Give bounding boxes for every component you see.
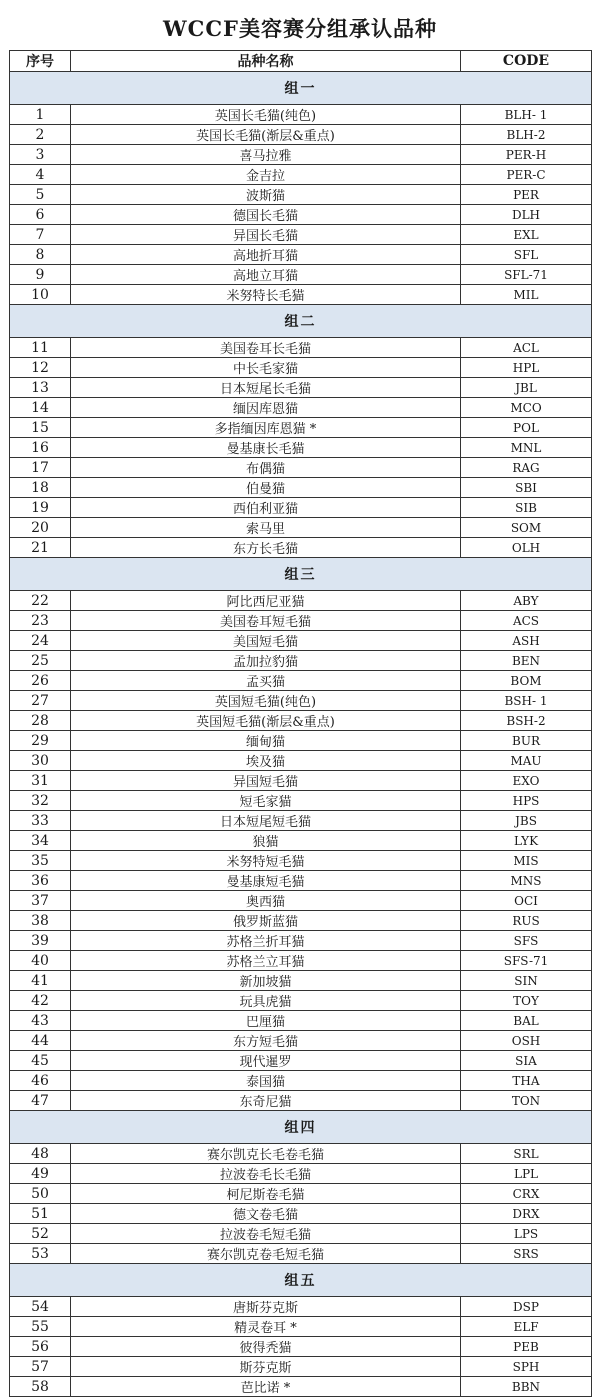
breed-code: MIL xyxy=(461,285,592,305)
group-header-row xyxy=(10,72,592,105)
row-number: 35 xyxy=(10,851,71,871)
table-row xyxy=(10,285,592,305)
row-number: 31 xyxy=(10,771,71,791)
breed-code: HPL xyxy=(461,358,592,378)
table-row xyxy=(10,1091,592,1111)
row-number: 49 xyxy=(10,1164,71,1184)
breed-name: 日本短尾短毛猫 xyxy=(71,811,461,831)
breed-code: ELF xyxy=(461,1317,592,1337)
row-number: 42 xyxy=(10,991,71,1011)
breed-name: 波斯猫 xyxy=(71,185,461,205)
breed-name: 中长毛家猫 xyxy=(71,358,461,378)
row-number: 12 xyxy=(10,358,71,378)
breed-name: 英国短毛猫(纯色) xyxy=(71,691,461,711)
row-number: 48 xyxy=(10,1144,71,1164)
breed-code: TOY xyxy=(461,991,592,1011)
breed-code: SPH xyxy=(461,1357,592,1377)
row-number: 1 xyxy=(10,105,71,125)
breed-code: PER xyxy=(461,185,592,205)
breed-name: 布偶猫 xyxy=(71,458,461,478)
breed-name: 英国短毛猫(渐层&重点) xyxy=(71,711,461,731)
group-header-row xyxy=(10,558,592,591)
table-header-row xyxy=(10,51,592,72)
row-number: 17 xyxy=(10,458,71,478)
row-number: 11 xyxy=(10,338,71,358)
table-row xyxy=(10,731,592,751)
breed-code: SFS xyxy=(461,931,592,951)
row-number: 30 xyxy=(10,751,71,771)
breed-code: EXL xyxy=(461,225,592,245)
breed-name: 美国卷耳短毛猫 xyxy=(71,611,461,631)
breed-code: MNL xyxy=(461,438,592,458)
breed-code: BSH-2 xyxy=(461,711,592,731)
table-row xyxy=(10,1031,592,1051)
breed-code: BLH-2 xyxy=(461,125,592,145)
table-row xyxy=(10,791,592,811)
table-row xyxy=(10,771,592,791)
row-number: 13 xyxy=(10,378,71,398)
breed-table xyxy=(9,50,592,1397)
breed-name: 美国卷耳长毛猫 xyxy=(71,338,461,358)
table-row xyxy=(10,165,592,185)
row-number: 39 xyxy=(10,931,71,951)
table-row xyxy=(10,991,592,1011)
table-row xyxy=(10,1184,592,1204)
table-row xyxy=(10,1317,592,1337)
row-number: 3 xyxy=(10,145,71,165)
row-number: 54 xyxy=(10,1297,71,1317)
breed-name: 德文卷毛猫 xyxy=(71,1204,461,1224)
row-number: 19 xyxy=(10,498,71,518)
breed-name: 缅甸猫 xyxy=(71,731,461,751)
row-number: 4 xyxy=(10,165,71,185)
breed-name: 巴厘猫 xyxy=(71,1011,461,1031)
row-number: 22 xyxy=(10,591,71,611)
breed-name: 伯曼猫 xyxy=(71,478,461,498)
table-row xyxy=(10,1144,592,1164)
table-row xyxy=(10,145,592,165)
row-number: 36 xyxy=(10,871,71,891)
breed-name: 金吉拉 xyxy=(71,165,461,185)
breed-code: BEN xyxy=(461,651,592,671)
table-row xyxy=(10,245,592,265)
row-number: 32 xyxy=(10,791,71,811)
breed-code: EXO xyxy=(461,771,592,791)
breed-name: 孟买猫 xyxy=(71,671,461,691)
row-number: 51 xyxy=(10,1204,71,1224)
breed-code: SOM xyxy=(461,518,592,538)
table-row xyxy=(10,205,592,225)
breed-name: 多指缅因库恩猫 * xyxy=(71,418,461,438)
breed-name: 赛尔凯克卷毛短毛猫 xyxy=(71,1244,461,1264)
breed-name: 埃及猫 xyxy=(71,751,461,771)
breed-code: OSH xyxy=(461,1031,592,1051)
group-label: 组二 xyxy=(10,305,592,338)
breed-code: ASH xyxy=(461,631,592,651)
breed-code: ACL xyxy=(461,338,592,358)
row-number: 14 xyxy=(10,398,71,418)
breed-name: 高地立耳猫 xyxy=(71,265,461,285)
row-number: 33 xyxy=(10,811,71,831)
row-number: 38 xyxy=(10,911,71,931)
breed-code: LPL xyxy=(461,1164,592,1184)
table-row xyxy=(10,1164,592,1184)
table-row xyxy=(10,631,592,651)
breed-name: 赛尔凯克长毛卷毛猫 xyxy=(71,1144,461,1164)
breed-name: 德国长毛猫 xyxy=(71,205,461,225)
breed-code: SFL-71 xyxy=(461,265,592,285)
table-row xyxy=(10,1204,592,1224)
table-row xyxy=(10,871,592,891)
row-number: 21 xyxy=(10,538,71,558)
group-label: 组四 xyxy=(10,1111,592,1144)
row-number: 25 xyxy=(10,651,71,671)
table-row xyxy=(10,811,592,831)
breed-code: DSP xyxy=(461,1297,592,1317)
row-number: 41 xyxy=(10,971,71,991)
breed-name: 精灵卷耳 * xyxy=(71,1317,461,1337)
breed-name: 唐斯芬克斯 xyxy=(71,1297,461,1317)
breed-name: 英国长毛猫(渐层&重点) xyxy=(71,125,461,145)
row-number: 23 xyxy=(10,611,71,631)
breed-code: HPS xyxy=(461,791,592,811)
table-row xyxy=(10,438,592,458)
table-row xyxy=(10,1244,592,1264)
breed-name: 西伯利亚猫 xyxy=(71,498,461,518)
breed-name: 东方短毛猫 xyxy=(71,1031,461,1051)
table-row xyxy=(10,1224,592,1244)
breed-name: 东奇尼猫 xyxy=(71,1091,461,1111)
table-row xyxy=(10,378,592,398)
breed-code: PER-C xyxy=(461,165,592,185)
table-row xyxy=(10,265,592,285)
row-number: 10 xyxy=(10,285,71,305)
breed-code: BBN xyxy=(461,1377,592,1397)
row-number: 20 xyxy=(10,518,71,538)
breed-name: 日本短尾长毛猫 xyxy=(71,378,461,398)
row-number: 24 xyxy=(10,631,71,651)
breed-name: 东方长毛猫 xyxy=(71,538,461,558)
row-number: 6 xyxy=(10,205,71,225)
breed-code: BAL xyxy=(461,1011,592,1031)
breed-name: 新加坡猫 xyxy=(71,971,461,991)
row-number: 52 xyxy=(10,1224,71,1244)
breed-code: THA xyxy=(461,1071,592,1091)
row-number: 16 xyxy=(10,438,71,458)
breed-name: 异国长毛猫 xyxy=(71,225,461,245)
table-row xyxy=(10,891,592,911)
breed-code: ACS xyxy=(461,611,592,631)
breed-code: CRX xyxy=(461,1184,592,1204)
breed-name: 奥西猫 xyxy=(71,891,461,911)
row-number: 34 xyxy=(10,831,71,851)
breed-code: MAU xyxy=(461,751,592,771)
breed-code: OCI xyxy=(461,891,592,911)
breed-code: POL xyxy=(461,418,592,438)
breed-code: LYK xyxy=(461,831,592,851)
row-number: 57 xyxy=(10,1357,71,1377)
table-row xyxy=(10,851,592,871)
group-header-row xyxy=(10,1264,592,1297)
breed-name: 拉波卷毛长毛猫 xyxy=(71,1164,461,1184)
breed-name: 玩具虎猫 xyxy=(71,991,461,1011)
breed-name: 索马里 xyxy=(71,518,461,538)
breed-code: TON xyxy=(461,1091,592,1111)
table-row xyxy=(10,478,592,498)
breed-name: 俄罗斯蓝猫 xyxy=(71,911,461,931)
table-row xyxy=(10,931,592,951)
breed-name: 短毛家猫 xyxy=(71,791,461,811)
breed-name: 喜马拉雅 xyxy=(71,145,461,165)
breed-code: SFL xyxy=(461,245,592,265)
breed-name: 柯尼斯卷毛猫 xyxy=(71,1184,461,1204)
group-header-row xyxy=(10,1111,592,1144)
breed-name: 芭比诺 * xyxy=(71,1377,461,1397)
breed-code: JBL xyxy=(461,378,592,398)
table-row xyxy=(10,458,592,478)
row-number: 58 xyxy=(10,1377,71,1397)
breed-name: 曼基康长毛猫 xyxy=(71,438,461,458)
breed-name: 米努特短毛猫 xyxy=(71,851,461,871)
table-row xyxy=(10,711,592,731)
table-body xyxy=(10,72,592,1397)
row-number: 45 xyxy=(10,1051,71,1071)
row-number: 7 xyxy=(10,225,71,245)
row-number: 53 xyxy=(10,1244,71,1264)
table-row xyxy=(10,518,592,538)
breed-code: SIA xyxy=(461,1051,592,1071)
table-row xyxy=(10,225,592,245)
table-row xyxy=(10,1051,592,1071)
row-number: 26 xyxy=(10,671,71,691)
breed-name: 高地折耳猫 xyxy=(71,245,461,265)
row-number: 18 xyxy=(10,478,71,498)
table-row xyxy=(10,591,592,611)
table-row xyxy=(10,1071,592,1091)
row-number: 9 xyxy=(10,265,71,285)
row-number: 37 xyxy=(10,891,71,911)
breed-code: SIN xyxy=(461,971,592,991)
header-no: 序号 xyxy=(10,51,71,72)
breed-code: PER-H xyxy=(461,145,592,165)
breed-code: PEB xyxy=(461,1337,592,1357)
row-number: 15 xyxy=(10,418,71,438)
table-row xyxy=(10,831,592,851)
breed-name: 苏格兰折耳猫 xyxy=(71,931,461,951)
breed-table-sheet xyxy=(9,8,591,1397)
table-row xyxy=(10,1377,592,1397)
table-row xyxy=(10,971,592,991)
row-number: 29 xyxy=(10,731,71,751)
breed-name: 孟加拉豹猫 xyxy=(71,651,461,671)
breed-name: 斯芬克斯 xyxy=(71,1357,461,1377)
table-row xyxy=(10,611,592,631)
breed-code: BOM xyxy=(461,671,592,691)
breed-code: ABY xyxy=(461,591,592,611)
breed-code: MNS xyxy=(461,871,592,891)
header-name: 品种名称 xyxy=(71,51,461,72)
breed-name: 异国短毛猫 xyxy=(71,771,461,791)
breed-code: BUR xyxy=(461,731,592,751)
table-row xyxy=(10,651,592,671)
table-row xyxy=(10,398,592,418)
group-label: 组一 xyxy=(10,72,592,105)
table-row xyxy=(10,498,592,518)
breed-name: 曼基康短毛猫 xyxy=(71,871,461,891)
header-code: CODE xyxy=(461,51,592,72)
breed-code: MIS xyxy=(461,851,592,871)
table-row xyxy=(10,538,592,558)
breed-code: SRL xyxy=(461,1144,592,1164)
breed-name: 拉波卷毛短毛猫 xyxy=(71,1224,461,1244)
breed-name: 美国短毛猫 xyxy=(71,631,461,651)
group-header-row xyxy=(10,305,592,338)
breed-name: 缅因库恩猫 xyxy=(71,398,461,418)
breed-code: JBS xyxy=(461,811,592,831)
breed-code: RAG xyxy=(461,458,592,478)
table-row xyxy=(10,338,592,358)
row-number: 28 xyxy=(10,711,71,731)
breed-code: LPS xyxy=(461,1224,592,1244)
breed-code: SBI xyxy=(461,478,592,498)
breed-code: MCO xyxy=(461,398,592,418)
table-row xyxy=(10,1337,592,1357)
breed-name: 苏格兰立耳猫 xyxy=(71,951,461,971)
page-title: WCCF美容赛分组承认品种 xyxy=(163,16,437,41)
table-row xyxy=(10,911,592,931)
breed-code: RUS xyxy=(461,911,592,931)
table-row xyxy=(10,1297,592,1317)
table-row xyxy=(10,951,592,971)
breed-name: 彼得秃猫 xyxy=(71,1337,461,1357)
table-row xyxy=(10,105,592,125)
table-row xyxy=(10,671,592,691)
row-number: 56 xyxy=(10,1337,71,1357)
row-number: 8 xyxy=(10,245,71,265)
group-label: 组五 xyxy=(10,1264,592,1297)
breed-name: 泰国猫 xyxy=(71,1071,461,1091)
row-number: 44 xyxy=(10,1031,71,1051)
breed-code: SRS xyxy=(461,1244,592,1264)
table-row xyxy=(10,1011,592,1031)
table-row xyxy=(10,691,592,711)
row-number: 27 xyxy=(10,691,71,711)
group-label: 组三 xyxy=(10,558,592,591)
table-row xyxy=(10,358,592,378)
table-row xyxy=(10,125,592,145)
breed-code: DLH xyxy=(461,205,592,225)
table-row xyxy=(10,751,592,771)
row-number: 46 xyxy=(10,1071,71,1091)
table-row xyxy=(10,185,592,205)
breed-name: 阿比西尼亚猫 xyxy=(71,591,461,611)
breed-name: 狼猫 xyxy=(71,831,461,851)
row-number: 2 xyxy=(10,125,71,145)
row-number: 40 xyxy=(10,951,71,971)
breed-code: SIB xyxy=(461,498,592,518)
row-number: 55 xyxy=(10,1317,71,1337)
row-number: 5 xyxy=(10,185,71,205)
breed-name: 英国长毛猫(纯色) xyxy=(71,105,461,125)
breed-code: OLH xyxy=(461,538,592,558)
breed-name: 米努特长毛猫 xyxy=(71,285,461,305)
row-number: 47 xyxy=(10,1091,71,1111)
table-row xyxy=(10,418,592,438)
row-number: 50 xyxy=(10,1184,71,1204)
breed-code: SFS-71 xyxy=(461,951,592,971)
row-number: 43 xyxy=(10,1011,71,1031)
table-row xyxy=(10,1357,592,1377)
breed-code: BSH- 1 xyxy=(461,691,592,711)
breed-name: 现代暹罗 xyxy=(71,1051,461,1071)
breed-code: BLH- 1 xyxy=(461,105,592,125)
breed-code: DRX xyxy=(461,1204,592,1224)
